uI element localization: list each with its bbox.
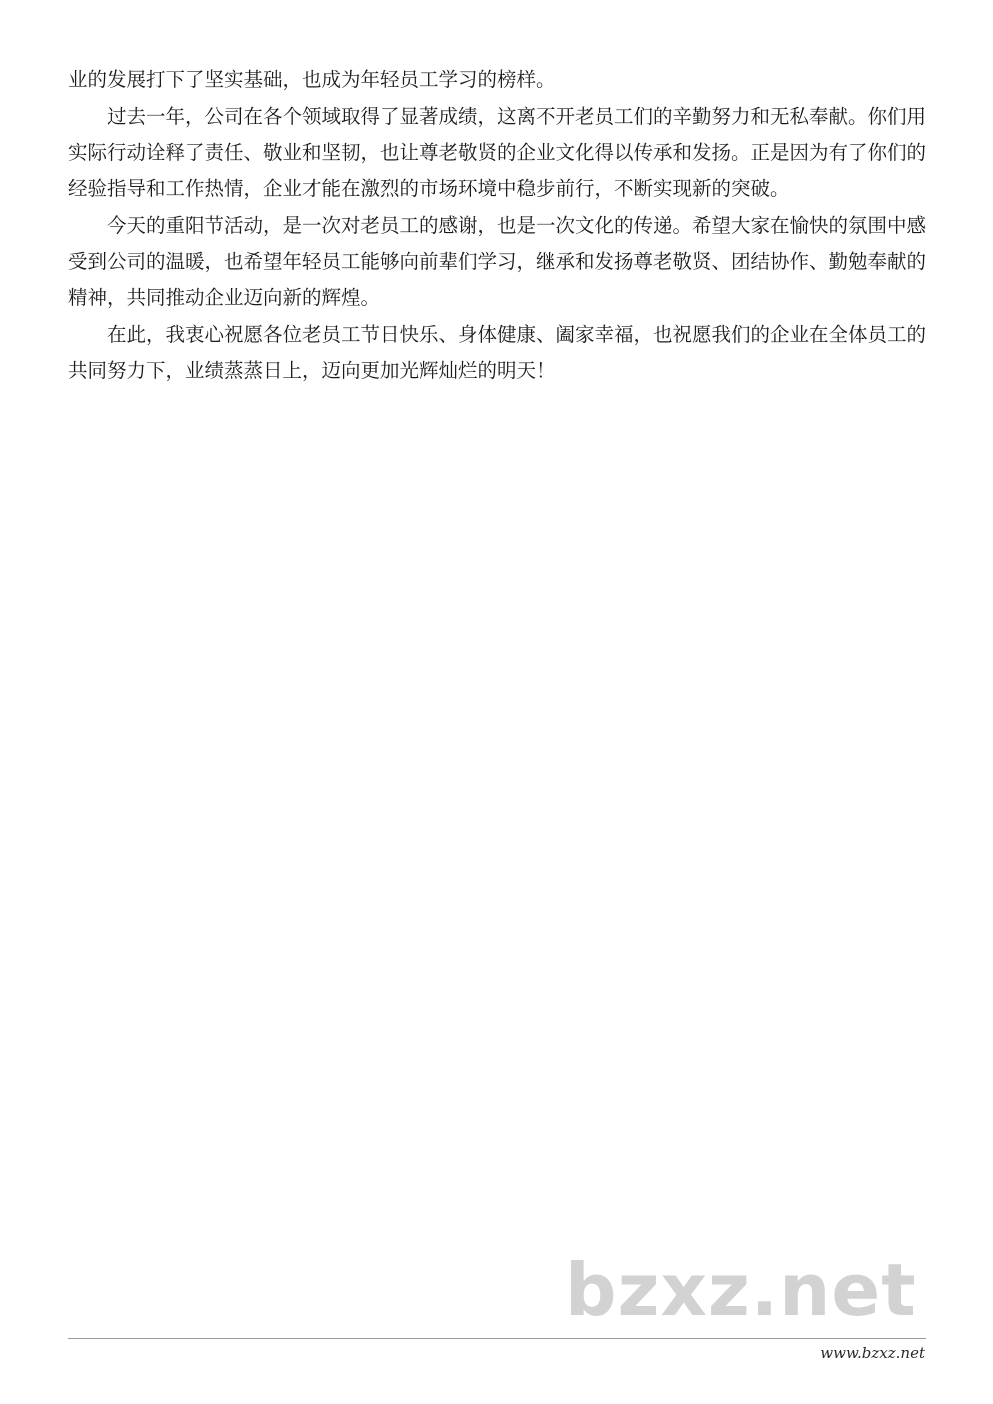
footer-url: www.bzxz.net xyxy=(820,1344,925,1362)
paragraph: 今天的重阳节活动，是一次对老员工的感谢，也是一次文化的传递。希望大家在愉快的氛围中感受到公司的温暖，也希望年轻员工能够向前辈们学习，继承和发扬尊老敬贤、团结协作、勤勉奉献的精神，共同推动企业迈向新的辉煌。 xyxy=(68,214,927,309)
paragraph: 业的发展打下了坚实基础，也成为年轻员工学习的榜样。 xyxy=(68,68,556,91)
paragraph: 过去一年，公司在各个领域取得了显著成绩，这离不开老员工们的辛勤努力和无私奉献。你们用实际行动诠释了责任、敬业和坚韧，也让尊老敬贤的企业文化得以传承和发扬。正是因为有了你们的经验指导和工作热情，企业才能在激烈的市场环境中稳步前行，不断实现新的突破。 xyxy=(68,105,927,200)
page-content xyxy=(68,62,926,390)
watermark: bzxz.net xyxy=(565,1248,917,1332)
document-body xyxy=(68,62,926,389)
footer-divider xyxy=(68,1338,926,1339)
paragraph: 在此，我衷心祝愿各位老员工节日快乐、身体健康、阖家幸福，也祝愿我们的企业在全体员工的共同努力下，业绩蒸蒸日上，迈向更加光辉灿烂的明天！ xyxy=(68,323,927,382)
